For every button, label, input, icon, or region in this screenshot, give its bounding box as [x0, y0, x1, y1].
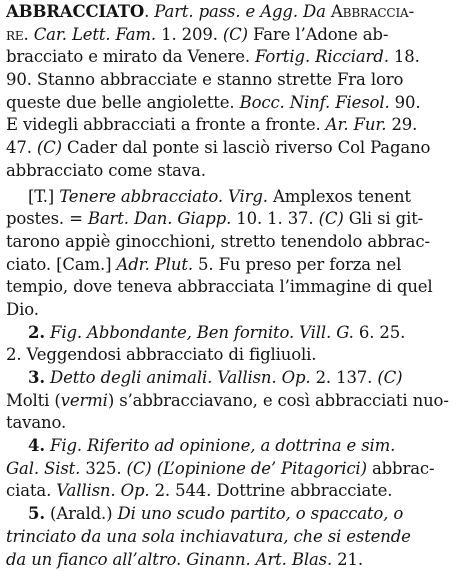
entry-line: tempio, dove teneva abbracciata l’immagine di quel [6, 276, 467, 299]
citation-source: Bart. Dan. Giapp. [88, 209, 236, 228]
entry-line: ciato. [Cam.] Adr. Plut. 5. Fu preso per forza nel [6, 254, 467, 277]
citation-source: Tenere abbracciato. Virg. [59, 187, 273, 206]
sense-definition: Fig. Riferito ad opinione, a dottrina e sim. [45, 436, 395, 455]
entry-line: Molti (vermi) s’abbracciavano, e così abbracciati nuo- [6, 390, 467, 413]
citation-source: Bocc. Ninf. Fiesol. [240, 93, 395, 112]
citation-source: Fortig. Ricciard. [255, 47, 394, 66]
entry-line: postes. = Bart. Dan. Giapp. 10. 1. 37. (C) Gli si git- [6, 208, 467, 231]
entry-line: trinciato da una sola inchiavatura, che si estende [6, 526, 467, 549]
etymology: Abbraccia- [331, 2, 414, 21]
sense-number: 2. [28, 323, 45, 342]
sense-number: 4. [28, 436, 45, 455]
entry-line: E videgli abbracciati a fronte a fronte. Ar. Fur. 29. [6, 114, 467, 137]
sense-definition: Detto degli animali. Vallisn. Op. [45, 368, 316, 387]
entry-line: abbracciato come stava. [6, 160, 467, 183]
entry-line: 47. (C) Cader dal ponte si lasciò riverso Col Pagano [6, 137, 467, 160]
entry-line: da un fianco all’altro. Ginann. Art. Blas. 21. [6, 549, 467, 571]
citation-source: Adr. Plut. [117, 255, 199, 274]
entry-line: re. Car. Lett. Fam. 1. 209. (C) Fare l’Adone ab- [6, 24, 467, 47]
entry-line: 2. Fig. Abbondante, Ben fornito. Vill. G. 6. 25. [6, 322, 467, 345]
entry-line: 90. Stanno abbracciate e stanno strette Fra loro [6, 69, 467, 92]
entry-line: ABBRACCIATO. Part. pass. e Agg. Da Abbraccia- [6, 1, 467, 24]
sense-number: 3. [28, 368, 45, 387]
entry-line: [T.] Tenere abbracciato. Virg. Amplexos tenent [6, 186, 467, 209]
citation-source: Car. Lett. Fam. [29, 25, 162, 44]
headword: ABBRACCIATO [6, 2, 144, 21]
entry-line: 3. Detto degli animali. Vallisn. Op. 2. 137. (C) [6, 367, 467, 390]
entry-line: ciata. Vallisn. Op. 2. 544. Dottrine abbracciate. [6, 480, 467, 503]
entry-line: Dio. [6, 299, 467, 322]
entry-line: tavano. [6, 412, 467, 435]
entry-line: queste due belle angiolette. Bocc. Ninf. Fiesol. 90. [6, 92, 467, 115]
entry-line [6, 435, 467, 458]
entry-line: bracciato e mirato da Venere. Fortig. Ricciard. 18. [6, 46, 467, 69]
sense-definition: Di uno scudo partito, o spaccato, o [118, 504, 404, 523]
grammar-label: Part. pass. e Agg. Da [149, 2, 331, 21]
entry-line: 5. (Arald.) Di uno scudo partito, o spaccato, o [6, 503, 467, 526]
citation-source: Gal. Sist. [6, 459, 85, 478]
citation-source: Ar. Fur. [326, 115, 392, 134]
citation-source: Vallisn. Op. [56, 481, 154, 500]
sense-definition: Fig. Abbondante, Ben fornito. Vill. G. [45, 323, 359, 342]
sense-number: 5. [28, 504, 45, 523]
entry-line: 2. Veggendosi abbracciato di figliuoli. [6, 344, 467, 367]
entry-line: tarono appiè ginocchioni, stretto tenendolo abbrac- [6, 231, 467, 254]
entry-line: Gal. Sist. 325. (C) (L’opinione de’ Pitagorici) abbrac- [6, 458, 467, 481]
